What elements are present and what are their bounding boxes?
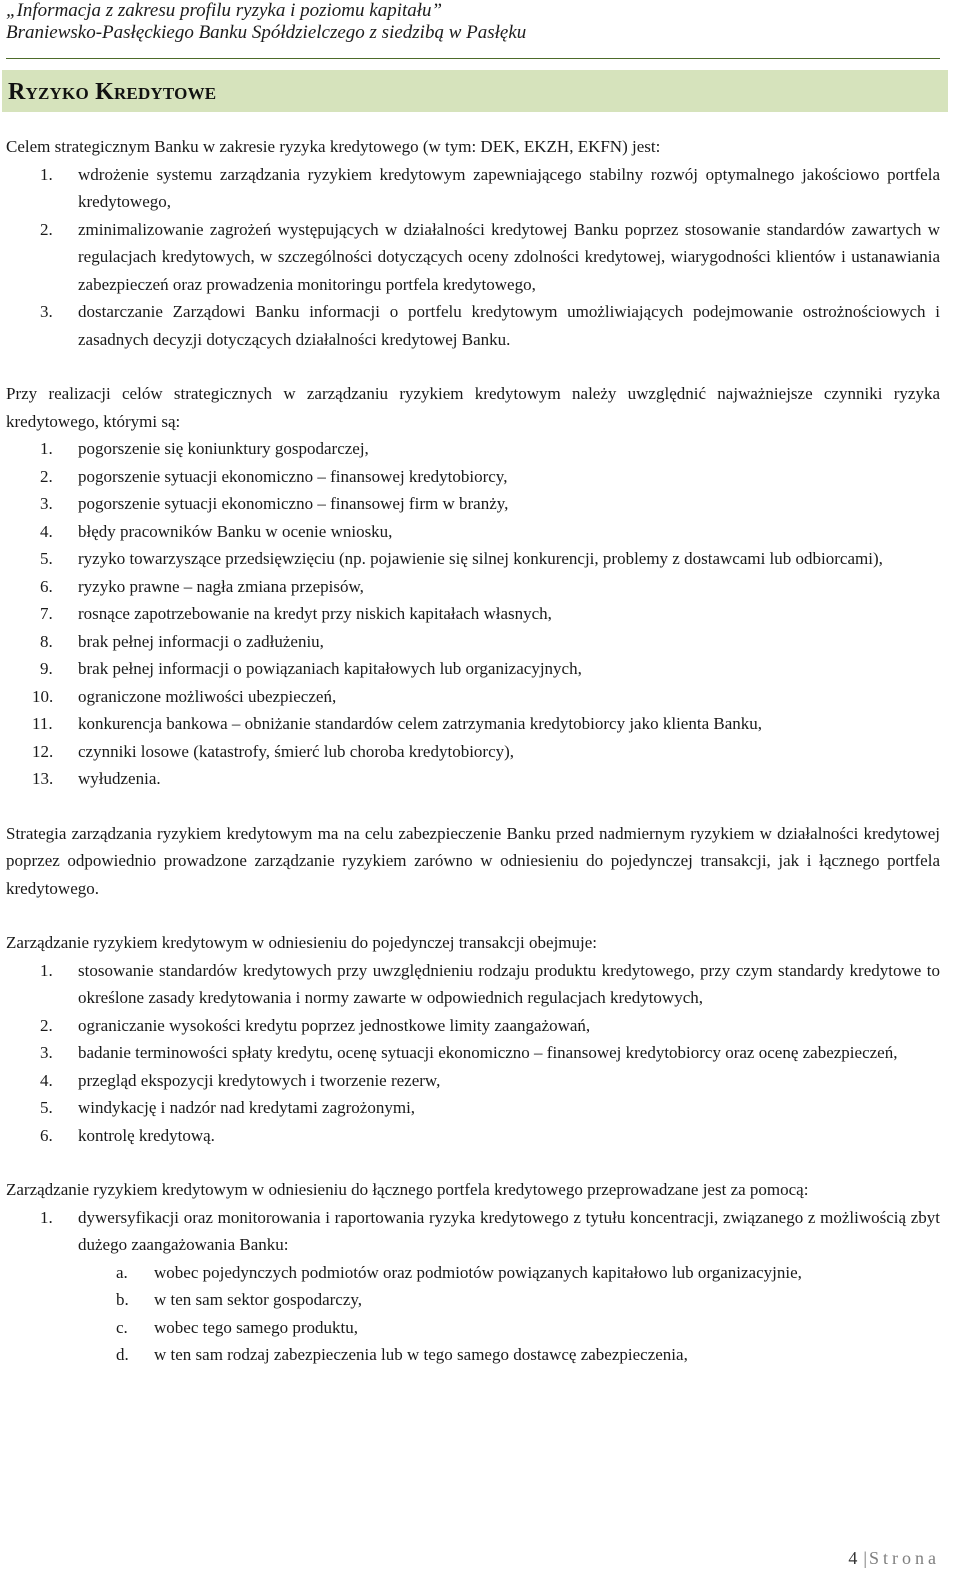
list-item: c. wobec tego samego produktu,: [116, 1317, 358, 1337]
list-item: 8. brak pełnej informacji o zadłużeniu,: [40, 631, 324, 651]
portfolio-list: [6, 1204, 940, 1259]
list-item: 3. badanie terminowości spłaty kredytu, ocenę sytuacji ekonomiczno – finansowej kredytobiorcy oraz ocenę zabezpieczeń,: [40, 1043, 898, 1062]
list-item: 12. czynniki losowe (katastrofy, śmierć lub choroba kredytobiorcy),: [32, 741, 515, 761]
list-item: 10. ograniczone możliwości ubezpieczeń,: [32, 686, 337, 706]
factors-list: [6, 435, 940, 793]
document-header: [6, 0, 946, 44]
goals-list: [6, 161, 940, 354]
portfolio-sub-list: [6, 1259, 940, 1369]
header-title-line: „Informacja z zakresu profilu ryzyka i poziomu kapitału”: [6, 0, 443, 21]
factors-intro-paragraph: Przy realizacji celów strategicznych w zarządzaniu ryzykiem kredytowym należy uwzględnić najważniejsze czynniki ryzyka kredytowego, którymi są:: [6, 384, 940, 431]
list-item: 3. dostarczanie Zarządowi Banku informacji o portfelu kredytowym umożliwiających podejmowanie ostrożnościowych i zasadnych decyzji dotyczących działalności kredytowej Banku.: [40, 302, 940, 349]
single-intro-paragraph: Zarządzanie ryzykiem kredytowym w odniesieniu do pojedynczej transakcji obejmuje:: [6, 933, 598, 952]
single-transaction-list: [6, 957, 940, 1150]
section-title: Ryzyko Kredytowe: [8, 79, 217, 105]
list-item: 9. brak pełnej informacji o powiązaniach kapitałowych lub organizacyjnych,: [40, 659, 582, 678]
list-item: 3. pogorszenie sytuacji ekonomiczno – finansowej firm w branży,: [40, 494, 509, 513]
list-item: 6. kontrolę kredytową.: [40, 1125, 215, 1145]
list-item: 7. rosnące zapotrzebowanie na kredyt przy niskich kapitałach własnych,: [40, 604, 552, 623]
page-footer: [848, 1548, 940, 1569]
footer-separator: |: [863, 1548, 867, 1568]
list-item: 5. windykację i nadzór nad kredytami zagrożonymi,: [40, 1098, 416, 1117]
strategy-paragraph: Strategia zarządzania ryzykiem kredytowym ma na celu zabezpieczenie Banku przed nadmiernym ryzykiem w działalności kredytowej poprzez odpowiednio prowadzone zarządzanie ryzykiem zarówno w odniesieniu do pojedynczej transakcji, jak i łącznego portfela kredytowego.: [6, 823, 940, 898]
list-item: 2. zminimalizowanie zagrożeń występujących w działalności kredytowej Banku poprzez stosowanie standardów zawartych w regulacjach kredytowych, w szczególności dotyczących oceny zdolności kredytowej, wiarygodności klientów i ustanawiania zabezpieczeń oraz prowadzenia monitoringu portfela kredytowego,: [40, 219, 940, 294]
list-item: 1. pogorszenie się koniunktury gospodarczej,: [40, 439, 369, 458]
list-item: 11. konkurencja bankowa – obniżanie standardów celem zatrzymania kredytobiorcy jako klienta Banku,: [32, 714, 763, 733]
header-bank-line: Braniewsko-Pasłęckiego Banku Spółdzielczego z siedzibą w Pasłęku: [6, 22, 527, 43]
list-item: 2. ograniczanie wysokości kredytu poprzez jednostkowe limity zaangażowań,: [40, 1015, 591, 1035]
list-item: d. w ten sam rodzaj zabezpieczenia lub w tego samego dostawcę zabezpieczenia,: [116, 1345, 688, 1364]
list-item: 1. dywersyfikacji oraz monitorowania i raportowania ryzyka kredytowego z tytułu koncentracji, związanego z możliwością zbyt dużego zaangażowania Banku:: [40, 1207, 940, 1254]
page-number: 4: [848, 1548, 862, 1568]
list-item: a. wobec pojedynczych podmiotów oraz podmiotów powiązanych kapitałowo lub organizacyjnie,: [116, 1262, 802, 1282]
header-divider: [6, 58, 940, 59]
portfolio-intro-paragraph: Zarządzanie ryzykiem kredytowym w odniesieniu do łącznego portfela kredytowego przeprowadzane jest za pomocą:: [6, 1180, 809, 1199]
list-item: 6. ryzyko prawne – nagła zmiana przepisów,: [40, 576, 364, 596]
list-item: 1. stosowanie standardów kredytowych przy uwzględnieniu rodzaju produktu kredytowego, przy czym standardy kredytowe to określone zasady kredytowania i normy zawarte w odpowiednich regulacjach kredytowych,: [40, 960, 940, 1007]
list-item: 13. wyłudzenia.: [32, 769, 161, 788]
list-item: 4. przegląd ekspozycji kredytowych i tworzenie rezerw,: [40, 1070, 441, 1090]
document-body: [6, 133, 940, 1369]
footer-page-word: Strona: [869, 1548, 940, 1568]
intro-paragraph: Celem strategicznym Banku w zakresie ryzyka kredytowego (w tym: DEK, EKZH, EKFN) jest:: [6, 137, 661, 156]
list-item: 1. wdrożenie systemu zarządzania ryzykiem kredytowym zapewniającego stabilny rozwój optymalnego jakościowo portfela kredytowego,: [40, 164, 940, 211]
list-item: 2. pogorszenie sytuacji ekonomiczno – finansowej kredytobiorcy,: [40, 466, 508, 486]
list-item: 4. błędy pracowników Banku w ocenie wniosku,: [40, 521, 393, 541]
list-item: 5. ryzyko towarzyszące przedsięwzięciu (np. pojawienie się silnej konkurencji, problemy z dostawcami lub odbiorcami),: [40, 549, 883, 568]
list-item: b. w ten sam sektor gospodarczy,: [116, 1290, 363, 1309]
